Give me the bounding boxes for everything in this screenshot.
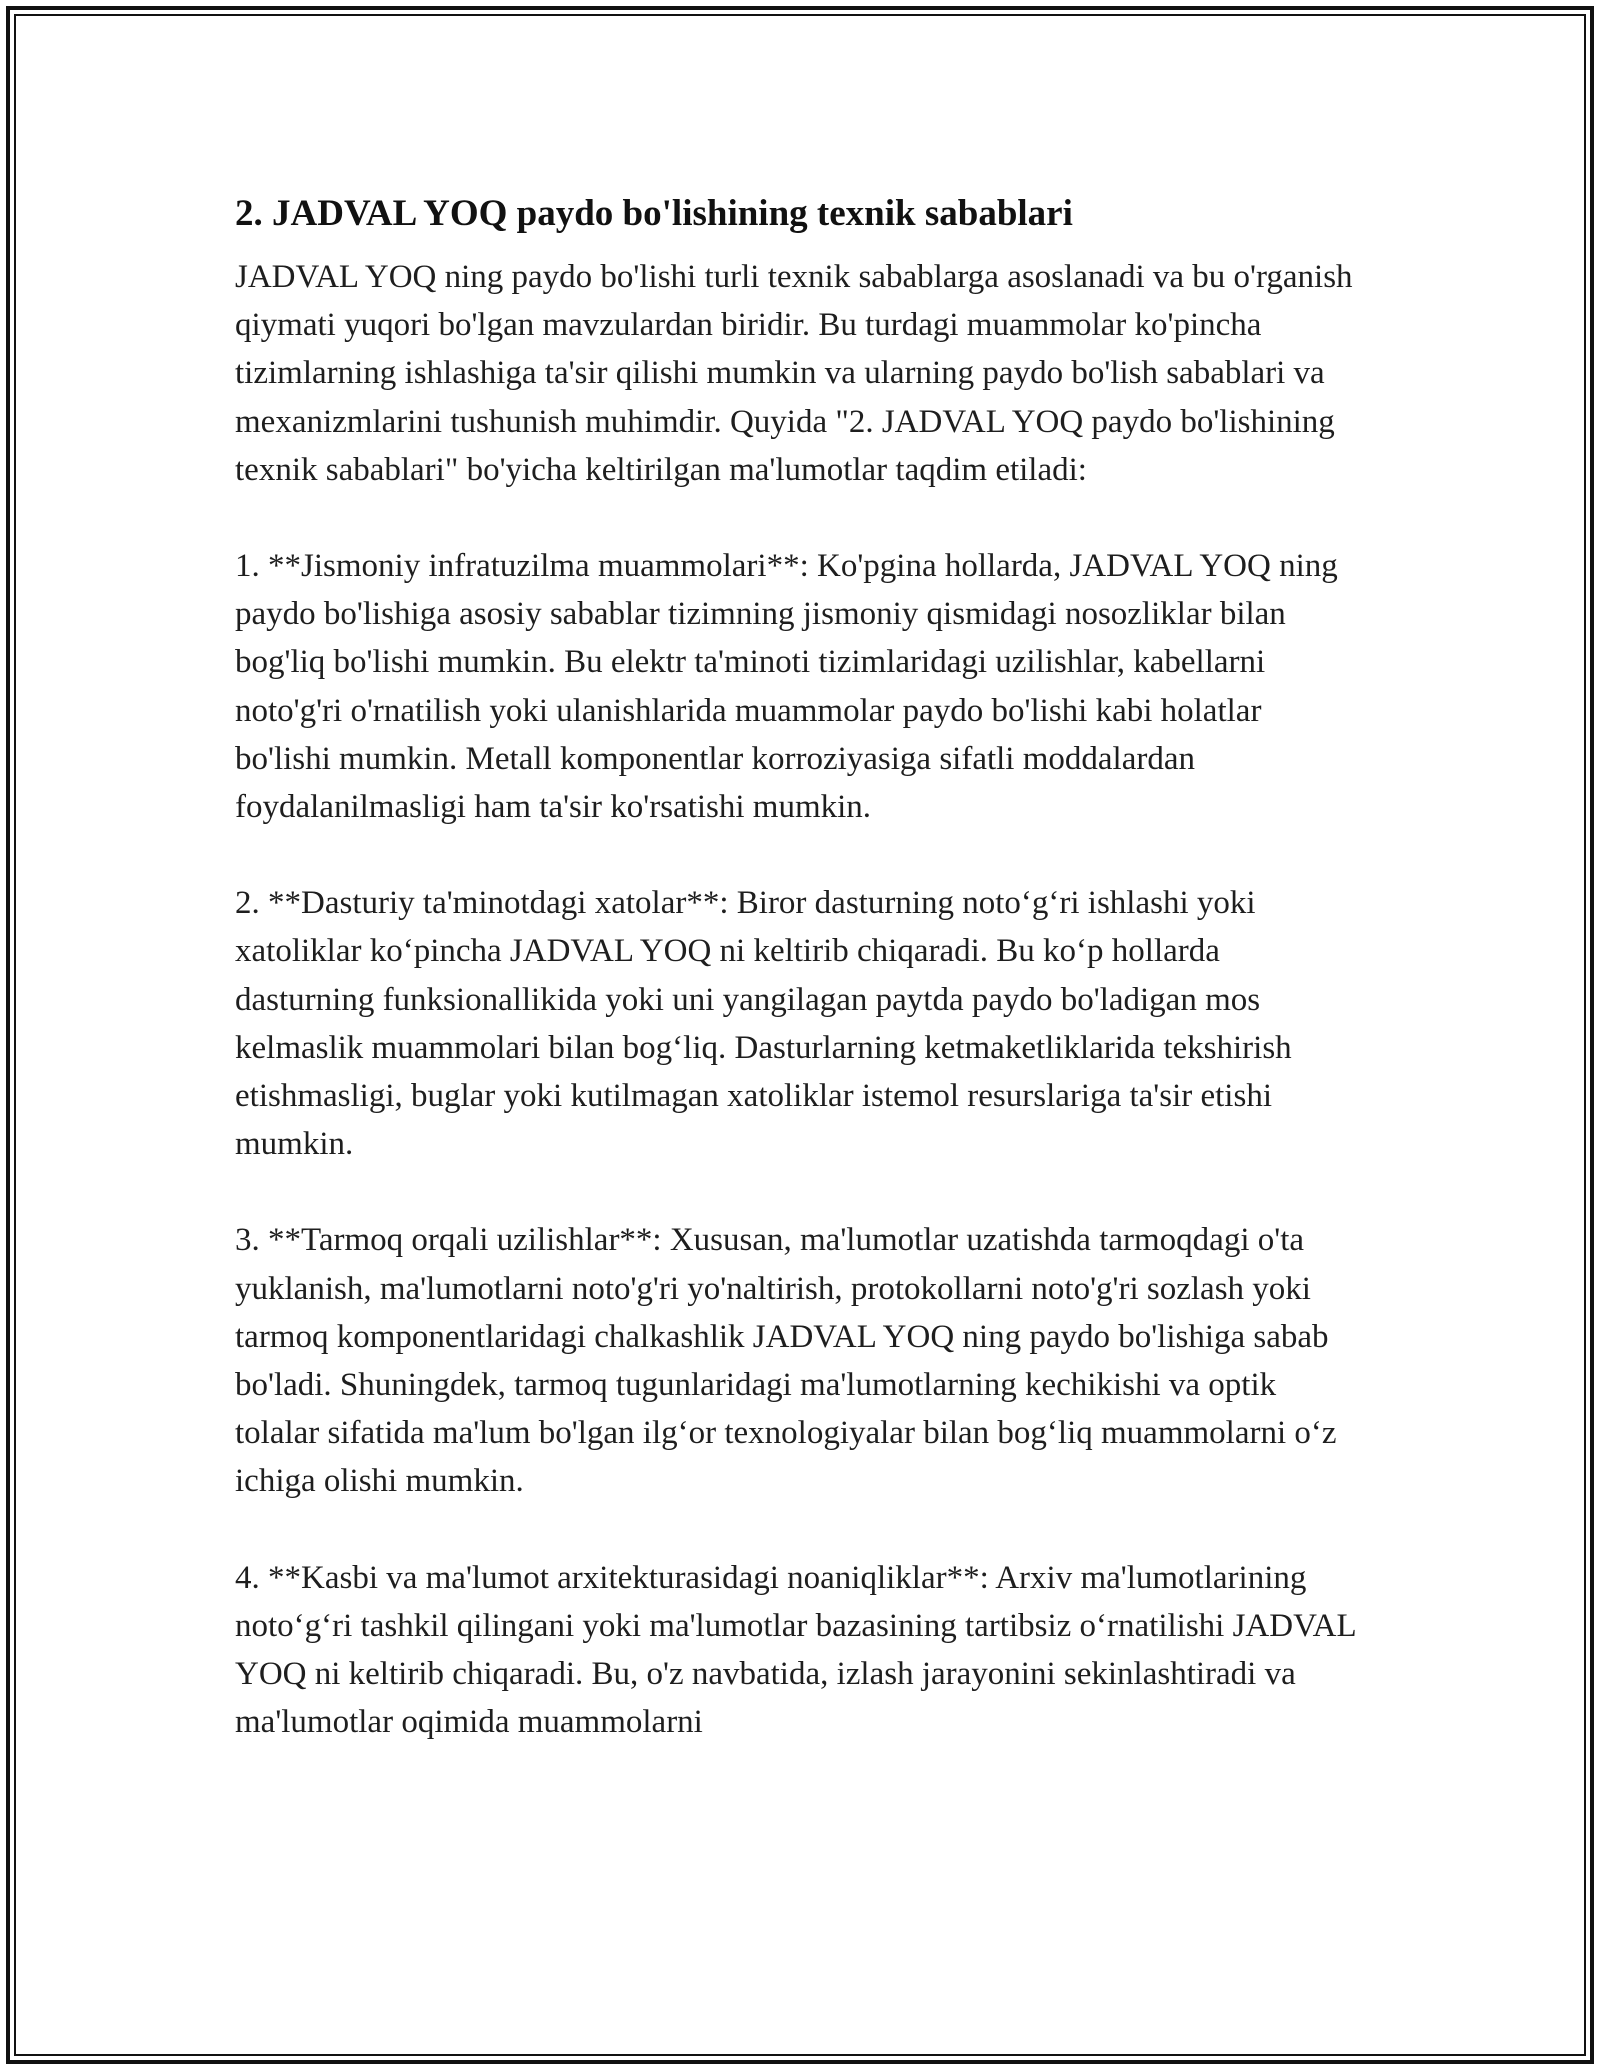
list-item-software-errors: 2. **Dasturiy ta'minotdagi xatolar**: Biror dasturning noto‘g‘ri ishlashi yoki xatoliklar ko‘pincha JADVAL YOQ ni keltirib chiqaradi. Bu ko‘p hollarda dasturning funksionallikida yoki uni yangilagan paytda paydo bo'ladigan mos kelmaslik muammolari bilan bog‘liq. Dasturlarning ketmaketliklarida tekshirish etishmasligi, buglar yoki kutilmagan xatoliklar istemol resurslariga ta'sir etishi mumkin. (235, 885, 1292, 1163)
list-item-data-architecture: 4. **Kasbi va ma'lumot arxitekturasidagi noaniqliklar**: Arxiv ma'lumotlarining noto‘g‘ri tashkil qilingani yoki ma'lumotlar bazasining tartibsiz o‘rnatilishi JADVAL YOQ ni keltirib chiqaradi. Bu, o'z navbatida, izlash jarayonini sekinlashtiradi va ma'lumotlar oqimida muammolarni (235, 1559, 1356, 1741)
intro-paragraph: JADVAL YOQ ning paydo bo'lishi turli texnik sabablarga asoslanadi va bu o'rganish qiymati yuqori bo'lgan mavzulardan biridir. Bu turdagi muammolar ko'pincha tizimlarning ishlashiga ta'sir qilishi mumkin va ularning paydo bo'lish sabablari va mexanizmlarini tushunish muhimdir. Quyida "2. JADVAL YOQ paydo bo'lishining texnik sabablari" bo'yicha keltirilgan ma'lumotlar taqdim etiladi: (235, 259, 1353, 488)
list-item-network-interruptions: 3. **Tarmoq orqali uzilishlar**: Xususan, ma'lumotlar uzatishda tarmoqdagi o'ta yuklanish, ma'lumotlarni noto'g'ri yo'naltirish, protokollarni noto'g'ri sozlash yoki tarmoq komponentlaridagi chalkashlik JADVAL YOQ ning paydo bo'lishiga sabab bo'ladi. Shuningdek, tarmoq tugunlaridagi ma'lumotlarning kechikishi va optik tolalar sifatida ma'lum bo'lgan ilg‘or texnologiyalar bilan bog‘liq muammolarni o‘z ichiga olishi mumkin. (235, 1222, 1337, 1500)
list-item-physical-infrastructure: 1. **Jismoniy infratuzilma muammolari**: Ko'pgina hollarda, JADVAL YOQ ning paydo bo'lishiga asosiy sabablar tizimning jismoniy qismidagi nosozliklar bilan bog'liq bo'lishi mumkin. Bu elektr ta'minoti tizimlaridagi uzilishlar, kabellarni noto'g'ri o'rnatilish yoki ulanishlarida muammolar paydo bo'lishi kabi holatlar bo'lishi mumkin. Metall komponentlar korroziyasiga sifatli moddalardan foydalanilmasligi ham ta'sir ko'rsatishi mumkin. (235, 548, 1338, 826)
section-heading: 2. JADVAL YOQ paydo bo'lishining texnik sabablari (235, 193, 1073, 234)
document-body (235, 185, 1365, 1746)
